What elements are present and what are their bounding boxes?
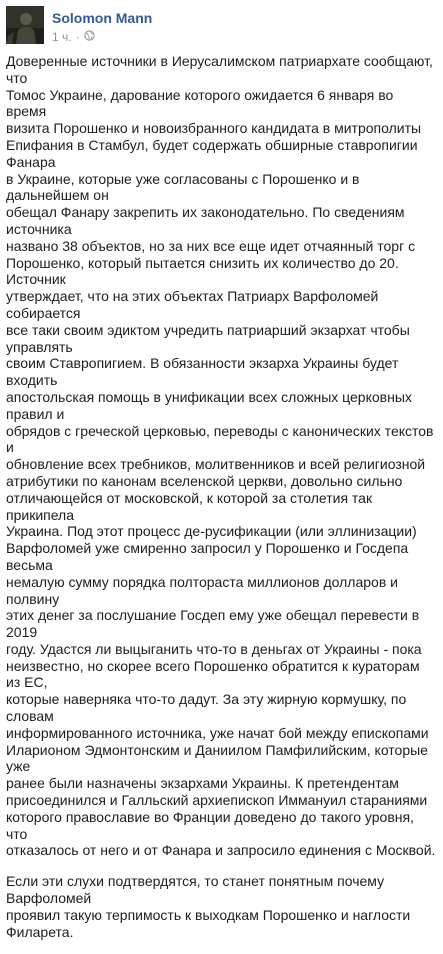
author-avatar[interactable] (6, 6, 44, 44)
post-paragraph-1: Доверенные источники в Иерусалимском патриархате сообщают, что Томос Украине, дарование которого ожидается 6 января во время визита Порошенко и новоизбранного кандидата в митрополиты Епифания в Стамбул, будет содержать обширные ставропигии Фанара в Украине, которые уже согласованы с Порошенко и в дальнейшем он обещал Фанару закрепить их законодательно. По сведениям источника названо 38 объектов, но за них все еще идет отчаянный торг с Порошенко, который пытается снизить их количество до 20. Источник утверждает, что на этих объектах Патриарх Варфоломей собирается все таки своим эдиктом учредить патриарший экзархат чтобы управлять своим Ставропигием. В обязанности экзарха Украины будет входить апостольская помощь в унификации всех сложных церковных правил и обрядов с греческой церковью, переводы с канонических текстов и обновление всех требников, молитвенников и всей религиозной атрибутики по канонам вселенской церкви, довольно сильно отличающейся от московской, к которой за столетия так прикипела Украина. Под этот процесс де-русификации (или эллинизации) Варфоломей уже смиренно запросил у Порошенко и Госдепа весьма немалую сумму порядка полтораста миллионов долларов и полвину этих денег за послушание Госдеп ему уже обещал перевести в 2019 году. Удастся ли выцыганить что-то в деньгах от Украины - пока неизвестно, но скорее всего Порошенко обратится к кураторам из ЕС, которые наверняка что-то дадут. За эту жирную кормушку, по словам информированного источника, уже начат бой между епископами Иларионом Эдмонтонским и Даниилом Памфилийским, которые уже ранее были назначены экзархами Украины. К претендентам присоединился и Галльский архиепископ Иммануил стараниями которого православие во Франции доведено до такого уровня, что отказалось от него и от Фанара и запросило единения с Москвой. (6, 53, 436, 859)
post-meta (52, 30, 95, 44)
post-body (6, 53, 437, 954)
avatar-photo-icon (6, 6, 44, 44)
author-name-link[interactable]: Solomon Mann (52, 10, 153, 26)
post-timestamp[interactable]: 1 ч. (52, 30, 72, 44)
meta-separator: · (75, 30, 80, 44)
globe-icon[interactable] (84, 30, 95, 44)
post-header (6, 6, 437, 46)
post-paragraph-2: Если эти слухи подтвердятся, то станет понятным почему Варфоломей проявил такую терпимость к выходкам Порошенко и наглости Филарета. (6, 873, 411, 940)
